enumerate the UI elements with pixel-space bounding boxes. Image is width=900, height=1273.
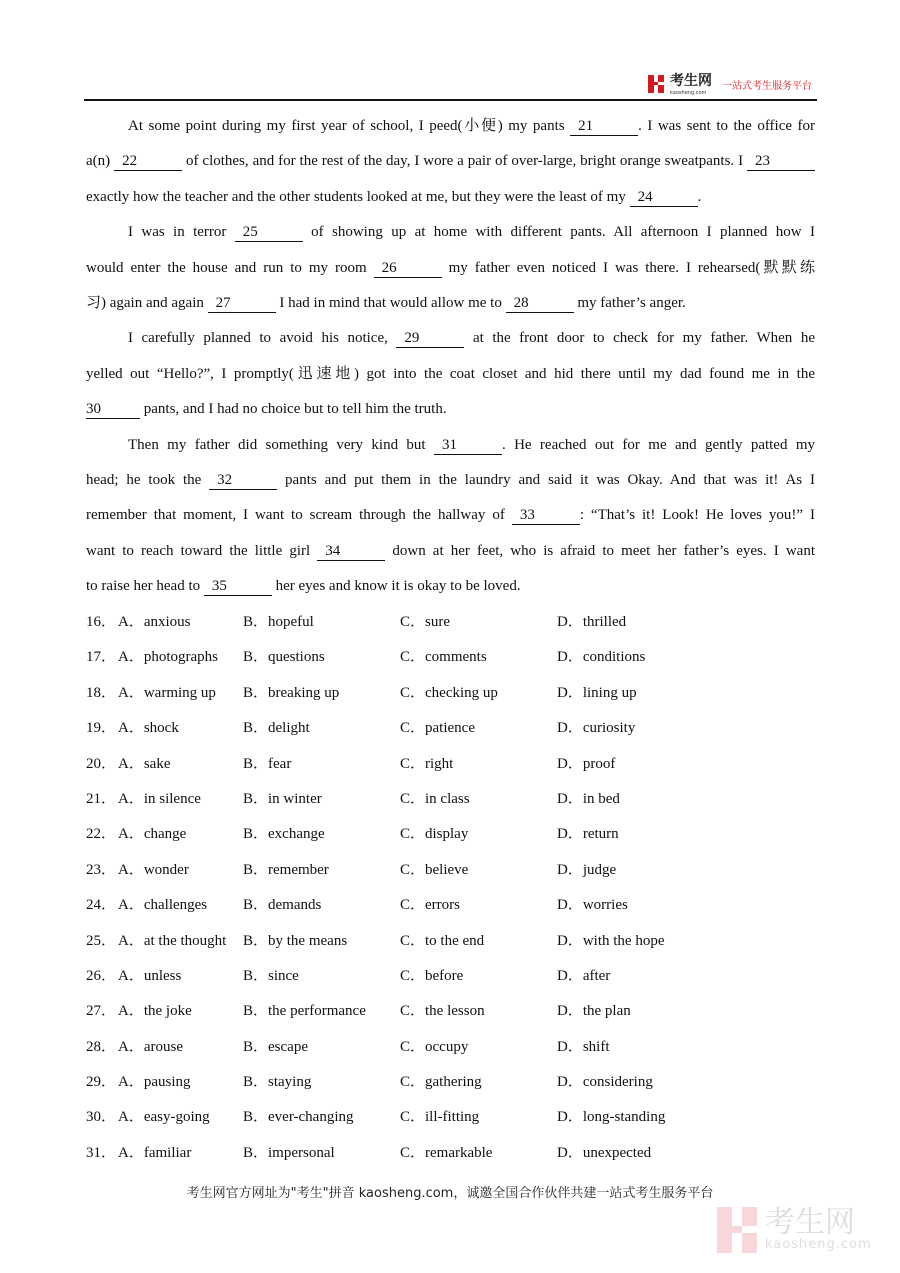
option-b[interactable]: B．fear	[243, 755, 292, 772]
option-a[interactable]: A．pausing	[118, 1074, 191, 1091]
watermark-logo: 考生网 kaosheng.com	[717, 1207, 872, 1253]
option-d[interactable]: D．curiosity	[557, 720, 636, 737]
option-d[interactable]: D．considering	[557, 1074, 653, 1091]
passage-text: . I was sent to the office for	[638, 118, 816, 134]
question-row	[86, 1068, 815, 1103]
passage-text: I was in terror	[128, 224, 235, 241]
option-a[interactable]: A．anxious	[118, 614, 191, 630]
blank-25: 25	[235, 223, 303, 242]
option-c[interactable]: C．in class	[400, 790, 470, 807]
option-b[interactable]: B．staying	[243, 1074, 312, 1091]
option-a[interactable]: A．at the thought	[118, 932, 227, 949]
option-a[interactable]: A．easy-going	[118, 1109, 210, 1126]
option-a[interactable]: A．wonder	[118, 861, 189, 878]
question-row	[86, 608, 815, 643]
option-a[interactable]: A．familiar	[118, 1144, 192, 1161]
blank-32: 32	[209, 471, 277, 490]
passage-text: to raise her head to	[86, 578, 204, 595]
option-c[interactable]: C．before	[400, 967, 464, 984]
passage-line	[86, 501, 815, 536]
question-number: 19．	[86, 720, 117, 737]
option-d[interactable]: D．judge	[557, 861, 617, 878]
passage-text: my father’s anger.	[573, 294, 686, 311]
question-row	[86, 856, 815, 891]
passage-line	[86, 112, 815, 147]
question-row	[86, 679, 815, 714]
passage-line	[86, 466, 815, 501]
blank-24: 24	[630, 188, 698, 207]
passage-text: at the front door to check for my father. When he	[464, 330, 815, 347]
question-number: 25．	[86, 932, 117, 949]
blank-26: 26	[374, 259, 442, 278]
option-c[interactable]: C．remarkable	[400, 1144, 493, 1161]
passage-line	[86, 395, 815, 430]
passage-line	[86, 183, 815, 218]
question-number: 31．	[86, 1144, 117, 1161]
question-number: 26．	[86, 967, 117, 984]
option-d[interactable]: D．shift	[557, 1038, 610, 1055]
option-d[interactable]: D．conditions	[557, 649, 646, 666]
option-c[interactable]: C．comments	[400, 649, 487, 666]
passage-text: my father even noticed I was there. I rehearsed(默默练	[441, 259, 816, 276]
question-row	[86, 1033, 815, 1068]
passage-text: I carefully planned to avoid his notice,	[128, 330, 397, 347]
option-b[interactable]: B．the performance	[243, 1003, 366, 1020]
option-d[interactable]: D．the plan	[557, 1003, 631, 1020]
passage-line	[86, 572, 815, 607]
option-b[interactable]: B．by the means	[243, 932, 348, 949]
question-row	[86, 785, 815, 820]
passage-text: Then my father did something very kind but	[128, 436, 434, 453]
question-number: 23．	[86, 861, 117, 878]
passage-text: her eyes and know it is okay to be loved.	[271, 578, 521, 595]
option-d[interactable]: D．after	[557, 967, 611, 984]
option-d[interactable]: D．long-standing	[557, 1109, 666, 1126]
option-b[interactable]: B．escape	[243, 1038, 308, 1055]
passage-text: .	[697, 188, 702, 205]
passage-text: pants, and I had no choice but to tell him the truth.	[140, 401, 447, 418]
option-d[interactable]: D．thrilled	[557, 614, 627, 630]
passage-text: remember that moment, I want to scream through the hallway of	[86, 507, 512, 524]
option-c[interactable]: C．ill-fitting	[400, 1109, 480, 1126]
passage-text: down at her feet, who is afraid to meet her father’s eyes. I want	[385, 542, 815, 559]
option-c[interactable]: C．right	[400, 755, 454, 772]
option-d[interactable]: D．lining up	[557, 684, 637, 701]
option-b[interactable]: B．exchange	[243, 826, 325, 843]
blank-27: 27	[208, 294, 276, 313]
question-row	[86, 714, 815, 749]
option-a[interactable]: A．in silence	[118, 790, 201, 807]
option-a[interactable]: A．the joke	[118, 1003, 192, 1020]
passage-text: : “That’s it! Look! He loves you!” I	[579, 507, 815, 524]
blank-28: 28	[506, 294, 574, 313]
passage-text: . He reached out for me and gently patted my	[501, 436, 815, 453]
question-number: 24．	[86, 897, 117, 914]
passage-text: At some point during my first year of school, I peed(小便) my pants	[128, 118, 571, 134]
option-b[interactable]: B．breaking up	[243, 684, 340, 701]
option-b[interactable]: B．delight	[243, 720, 310, 737]
option-c[interactable]: C．to the end	[400, 932, 485, 949]
option-b[interactable]: B．ever-changing	[243, 1109, 354, 1126]
question-row	[86, 750, 815, 785]
blank-29: 29	[396, 329, 464, 348]
passage-text: exactly how the teacher and the other students looked at me, but they were the least of my	[86, 188, 630, 205]
question-row	[86, 820, 815, 855]
question-number: 22．	[86, 826, 117, 843]
option-a[interactable]: A．shock	[118, 720, 179, 737]
passage-text: yelled out “Hello?”, I promptly(迅速地) got into the coat closet and hid there until my dad found me in the	[86, 365, 815, 382]
passage-line	[86, 147, 815, 182]
passage-text: of clothes, and for the rest of the day, I wore a pair of over-large, bright orange sweatpants. I	[182, 153, 748, 170]
logo-mark-icon	[648, 75, 664, 93]
header-logo	[648, 72, 812, 96]
question-number: 27．	[86, 1003, 117, 1020]
blank-22: 22	[114, 152, 182, 171]
question-number: 20．	[86, 755, 117, 772]
option-d[interactable]: D．worries	[557, 897, 628, 914]
blank-30: 30	[86, 400, 140, 419]
option-c[interactable]: C．gathering	[400, 1074, 482, 1091]
blank-33: 33	[512, 506, 580, 525]
question-number: 18．	[86, 684, 117, 701]
option-a[interactable]: A．change	[118, 826, 187, 843]
option-b[interactable]: B．questions	[243, 649, 325, 666]
option-a[interactable]: A．sake	[118, 755, 171, 772]
passage-text: would enter the house and run to my room	[86, 259, 374, 276]
question-row	[86, 962, 815, 997]
footer-text: 考生网官方网址为"考生"拼音 kaosheng.com，诚邀全国合作伙伴共建一站式考生服务平台	[186, 1186, 714, 1201]
option-c[interactable]: C．checking up	[400, 684, 498, 701]
option-c[interactable]: C．the lesson	[400, 1003, 485, 1020]
option-c[interactable]: C．occupy	[400, 1038, 469, 1055]
passage-line	[86, 218, 815, 253]
passage-line	[86, 431, 815, 466]
logo-text: 考生网 kaosheng.com	[670, 73, 712, 96]
blank-23: 23	[747, 152, 815, 171]
option-d[interactable]: D．in bed	[557, 790, 620, 807]
option-a[interactable]: A．challenges	[118, 897, 208, 914]
blank-31: 31	[434, 436, 502, 455]
passage-text: head; he took the	[86, 471, 210, 488]
option-b[interactable]: B．remember	[243, 861, 329, 878]
passage-line	[86, 537, 815, 572]
blank-34: 34	[317, 542, 385, 561]
option-b[interactable]: B．demands	[243, 897, 322, 914]
option-a[interactable]: A．arouse	[118, 1038, 183, 1055]
question-row	[86, 927, 815, 962]
question-row	[86, 891, 815, 926]
option-b[interactable]: B．hopeful	[243, 614, 314, 630]
option-b[interactable]: B．since	[243, 967, 299, 984]
question-number: 28．	[86, 1038, 117, 1055]
option-c[interactable]: C．sure	[400, 614, 450, 630]
option-d[interactable]: D．unexpected	[557, 1144, 652, 1161]
option-a[interactable]: A．unless	[118, 967, 182, 984]
question-row	[86, 1139, 815, 1174]
option-c[interactable]: C．patience	[400, 720, 475, 737]
option-d[interactable]: D．with the hope	[557, 932, 665, 949]
header-divider	[84, 99, 817, 101]
passage-line	[86, 324, 815, 359]
option-c[interactable]: C．believe	[400, 861, 469, 878]
passage-line	[86, 254, 815, 289]
passage-text: want to reach toward the little girl	[86, 542, 318, 559]
blank-35: 35	[204, 577, 272, 596]
question-number: 21．	[86, 790, 117, 807]
option-c[interactable]: C．display	[400, 826, 469, 843]
option-c[interactable]: C．errors	[400, 897, 460, 914]
passage-line	[86, 289, 815, 324]
question-number: 29．	[86, 1074, 117, 1091]
option-b[interactable]: B．impersonal	[243, 1144, 335, 1161]
passage-text: pants and put them in the laundry and said it was Okay. And that was it! As I	[277, 471, 815, 488]
passage-text: I had in mind that would allow me to	[275, 294, 506, 311]
passage-text: a(n)	[86, 153, 115, 170]
blank-21: 21	[570, 117, 638, 136]
question-row	[86, 1103, 815, 1138]
question-row	[86, 997, 815, 1032]
option-d[interactable]: D．return	[557, 826, 619, 843]
option-a[interactable]: A．warming up	[118, 684, 216, 701]
option-d[interactable]: D．proof	[557, 755, 616, 772]
passage-line	[86, 360, 815, 395]
option-b[interactable]: B．in winter	[243, 790, 322, 807]
cloze-passage	[86, 112, 815, 607]
question-row	[86, 643, 815, 678]
option-a[interactable]: A．photographs	[118, 649, 218, 666]
question-number: 16．	[86, 614, 117, 630]
passage-text: of showing up at home with different pants. All afternoon I planned how I	[302, 224, 815, 241]
header-slogan: 一站式考生服务平台	[722, 80, 812, 92]
answer-options	[86, 608, 815, 1174]
passage-text: 习) again and again	[86, 294, 208, 311]
watermark-mark-icon	[717, 1207, 757, 1253]
question-number: 17．	[86, 649, 117, 666]
question-number: 30．	[86, 1109, 117, 1126]
